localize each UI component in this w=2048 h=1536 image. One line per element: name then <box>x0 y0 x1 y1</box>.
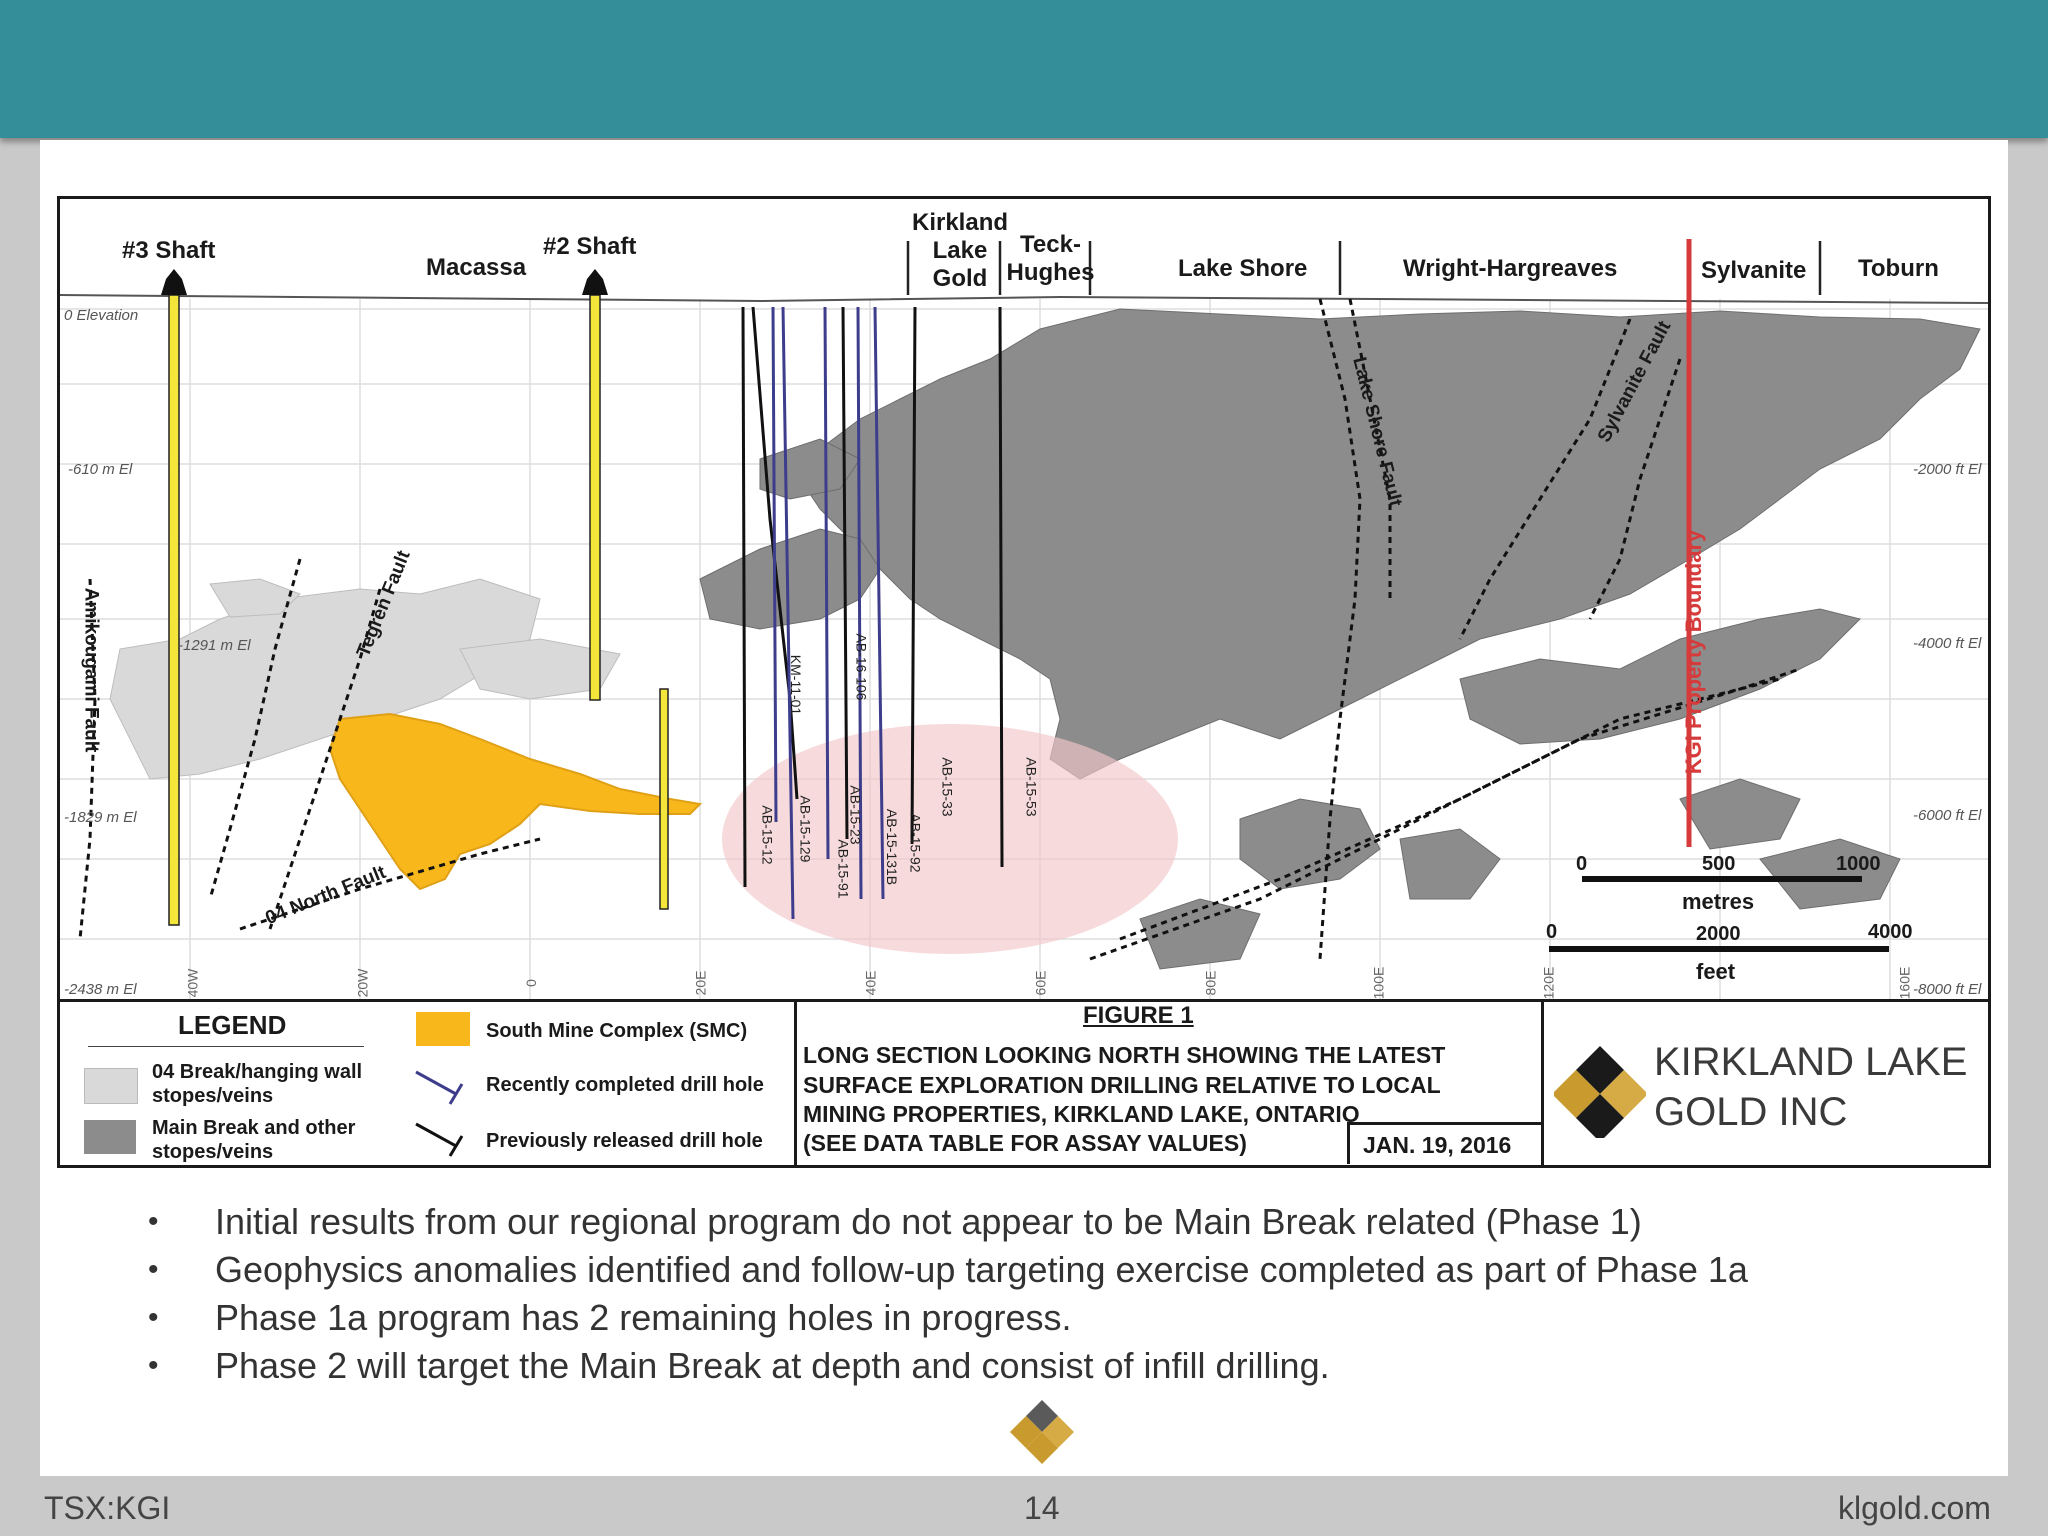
drill-hole-label: AB-16-106 <box>853 633 870 701</box>
drill-hole-label: AB-15-53 <box>1023 757 1040 817</box>
caption-title: FIGURE 1 <box>1083 1002 1194 1029</box>
scale-metres-0: 0 <box>1576 853 1588 875</box>
bullet-dot-icon: • <box>148 1205 159 1238</box>
shaft-3-label: #3 Shaft <box>122 237 216 264</box>
elevation-label-2438: -2438 m El <box>64 981 137 998</box>
footer-website: klgold.com <box>1838 1490 1991 1526</box>
caption-panel <box>797 999 1544 1165</box>
break04-swatch <box>84 1068 138 1104</box>
elevation-label-6000ft: -6000 ft El <box>1913 807 1982 824</box>
footer <box>0 1476 2048 1536</box>
tegren-fault-label: Tegren Fault <box>353 547 415 660</box>
easting-tick-160e: 160E <box>1896 966 1913 1000</box>
bullet-dot-icon: • <box>148 1253 159 1286</box>
recent-drill-hole-icon <box>412 1066 472 1110</box>
company-logo-icon <box>1554 1046 1646 1138</box>
drill-hole-label: AB-15-131B <box>884 808 901 886</box>
company-name-line2: GOLD INC <box>1654 1090 1848 1134</box>
lake-shore-fault-label: Lake Shore Fault <box>1348 355 1406 509</box>
toburn-label: Toburn <box>1858 255 1939 282</box>
teck-hughes-text: Teck-Hughes <box>1006 231 1095 286</box>
scale-feet-label: feet <box>1696 959 1736 984</box>
scale-metres-1000: 1000 <box>1836 853 1881 875</box>
legend-recent-hole-label: Recently completed drill hole <box>486 1074 764 1096</box>
bullet-text: Initial results from our regional program do not appear to be Main Break related (Phase 1) <box>215 1201 1642 1242</box>
main-break-swatch <box>84 1120 136 1154</box>
property-boundary-label: KGI Property Boundary <box>1681 529 1707 775</box>
bullet-list <box>140 1198 1940 1390</box>
shaft-2 <box>582 269 608 700</box>
bullet-dot-icon: • <box>148 1301 159 1334</box>
legend-smc-label: South Mine Complex (SMC) <box>486 1020 748 1042</box>
sylvanite-label: Sylvanite <box>1701 257 1807 284</box>
drill-hole-label: AB-15-12 <box>759 805 776 865</box>
bullet-item <box>140 1342 1940 1390</box>
elevation-label-1829: -1829 m El <box>64 809 137 826</box>
bullet-dot-icon: • <box>148 1349 159 1382</box>
drill-hole-label: KM-11-01 <box>788 654 805 716</box>
drill-hole-label: AB-15-33 <box>939 757 956 817</box>
caption-line-3: MINING PROPERTIES, KIRKLAND LAKE, ONTARIO <box>803 1101 1360 1127</box>
legend-main-break-label: Main Break and other stopes/veins <box>152 1117 356 1163</box>
sylvanite-fault-label: Sylvanite Fault <box>1593 317 1676 446</box>
drill-hole-label: AB-15-91 <box>835 839 852 899</box>
elevation-label-0: 0 Elevation <box>64 307 139 324</box>
easting-tick-40e: 40E <box>862 970 879 996</box>
legend-main-break-text <box>152 1116 382 1164</box>
easting-tick-0: 0 <box>522 979 539 987</box>
bullet-text: Geophysics anomalies identified and follow-up targeting exercise completed as part of Phase 1a <box>215 1249 1748 1290</box>
scale-feet-4000: 4000 <box>1868 921 1913 943</box>
footer-ticker: TSX:KGI <box>44 1490 171 1526</box>
bullet-item <box>140 1198 1940 1246</box>
bullet-item <box>140 1246 1940 1294</box>
company-name-line1: KIRKLAND LAKE <box>1654 1040 1968 1084</box>
footer-page-number: 14 <box>1024 1490 1060 1526</box>
header-bar <box>0 0 2048 138</box>
legend-previous-hole-label: Previously released drill hole <box>486 1130 763 1152</box>
footer-logo-icon <box>1010 1400 1074 1464</box>
legend-title-rule <box>88 1046 364 1047</box>
caption-line-1: LONG SECTION LOOKING NORTH SHOWING THE LATEST <box>803 1042 1446 1068</box>
kirkland-lake-gold-text: Kirkland Lake Gold <box>911 209 1009 292</box>
previous-drill-hole-icon <box>412 1118 472 1162</box>
legend-title: LEGEND <box>178 1010 287 1040</box>
elevation-label-610: -610 m El <box>68 461 133 478</box>
bullet-item <box>140 1294 1940 1342</box>
easting-tick-20e: 20E <box>692 970 709 996</box>
easting-tick-120e: 120E <box>1540 966 1557 1000</box>
ground-surface-line <box>60 295 1988 303</box>
caption-date: JAN. 19, 2016 <box>1363 1132 1512 1158</box>
shaft-2-label: #2 Shaft <box>543 233 637 260</box>
drill-hole-label: AB-15-23 <box>847 785 864 845</box>
legend-panel <box>60 999 797 1165</box>
drill-hole-label: AB-15-92 <box>907 813 924 873</box>
legend-break04-text <box>152 1060 382 1108</box>
winze <box>660 689 668 909</box>
teck-hughes-label <box>1003 231 1098 287</box>
smc-swatch <box>416 1012 470 1046</box>
scale-feet-0: 0 <box>1546 921 1558 943</box>
bullet-text: Phase 1a program has 2 remaining holes in progress. <box>215 1297 1072 1338</box>
scale-metres-500: 500 <box>1702 853 1736 875</box>
north04-fault-label: 04 North Fault <box>262 861 389 930</box>
long-section-figure <box>57 196 1991 1168</box>
legend-break04-label: 04 Break/hanging wall stopes/veins <box>152 1061 363 1107</box>
wright-hargreaves-label: Wright-Hargreaves <box>1403 255 1618 282</box>
south-mine-complex <box>330 714 700 889</box>
caption-line-2: SURFACE EXPLORATION DRILLING RELATIVE TO LOCAL <box>803 1072 1441 1098</box>
amikougami-fault-label: Amikougami Fault <box>80 587 102 753</box>
lake-shore-label: Lake Shore <box>1178 255 1308 282</box>
scale-metres-label: metres <box>1682 889 1755 914</box>
elevation-label-2000ft: -2000 ft El <box>1913 461 1982 478</box>
easting-tick-80e: 80E <box>1202 970 1219 996</box>
drill-hole-label: AB-15-129 <box>797 795 814 863</box>
caption-line-4: (SEE DATA TABLE FOR ASSAY VALUES) <box>803 1130 1247 1156</box>
bullet-text: Phase 2 will target the Main Break at depth and consist of infill drilling. <box>215 1345 1330 1386</box>
elevation-label-1291: -1291 m El <box>178 637 251 654</box>
elevation-label-4000ft: -4000 ft El <box>1913 635 1982 652</box>
kirkland-lake-gold-label <box>910 209 1010 293</box>
scale-feet-2000: 2000 <box>1696 923 1741 945</box>
easting-tick-40w: 40W <box>184 968 201 998</box>
easting-tick-60e: 60E <box>1032 970 1049 996</box>
easting-tick-100e: 100E <box>1370 966 1387 1000</box>
shaft-3 <box>161 269 187 925</box>
easting-tick-20w: 20W <box>354 968 371 998</box>
company-panel <box>1544 999 1988 1165</box>
macassa-label: Macassa <box>426 254 527 281</box>
elevation-label-8000ft: -8000 ft El <box>1913 981 1982 998</box>
